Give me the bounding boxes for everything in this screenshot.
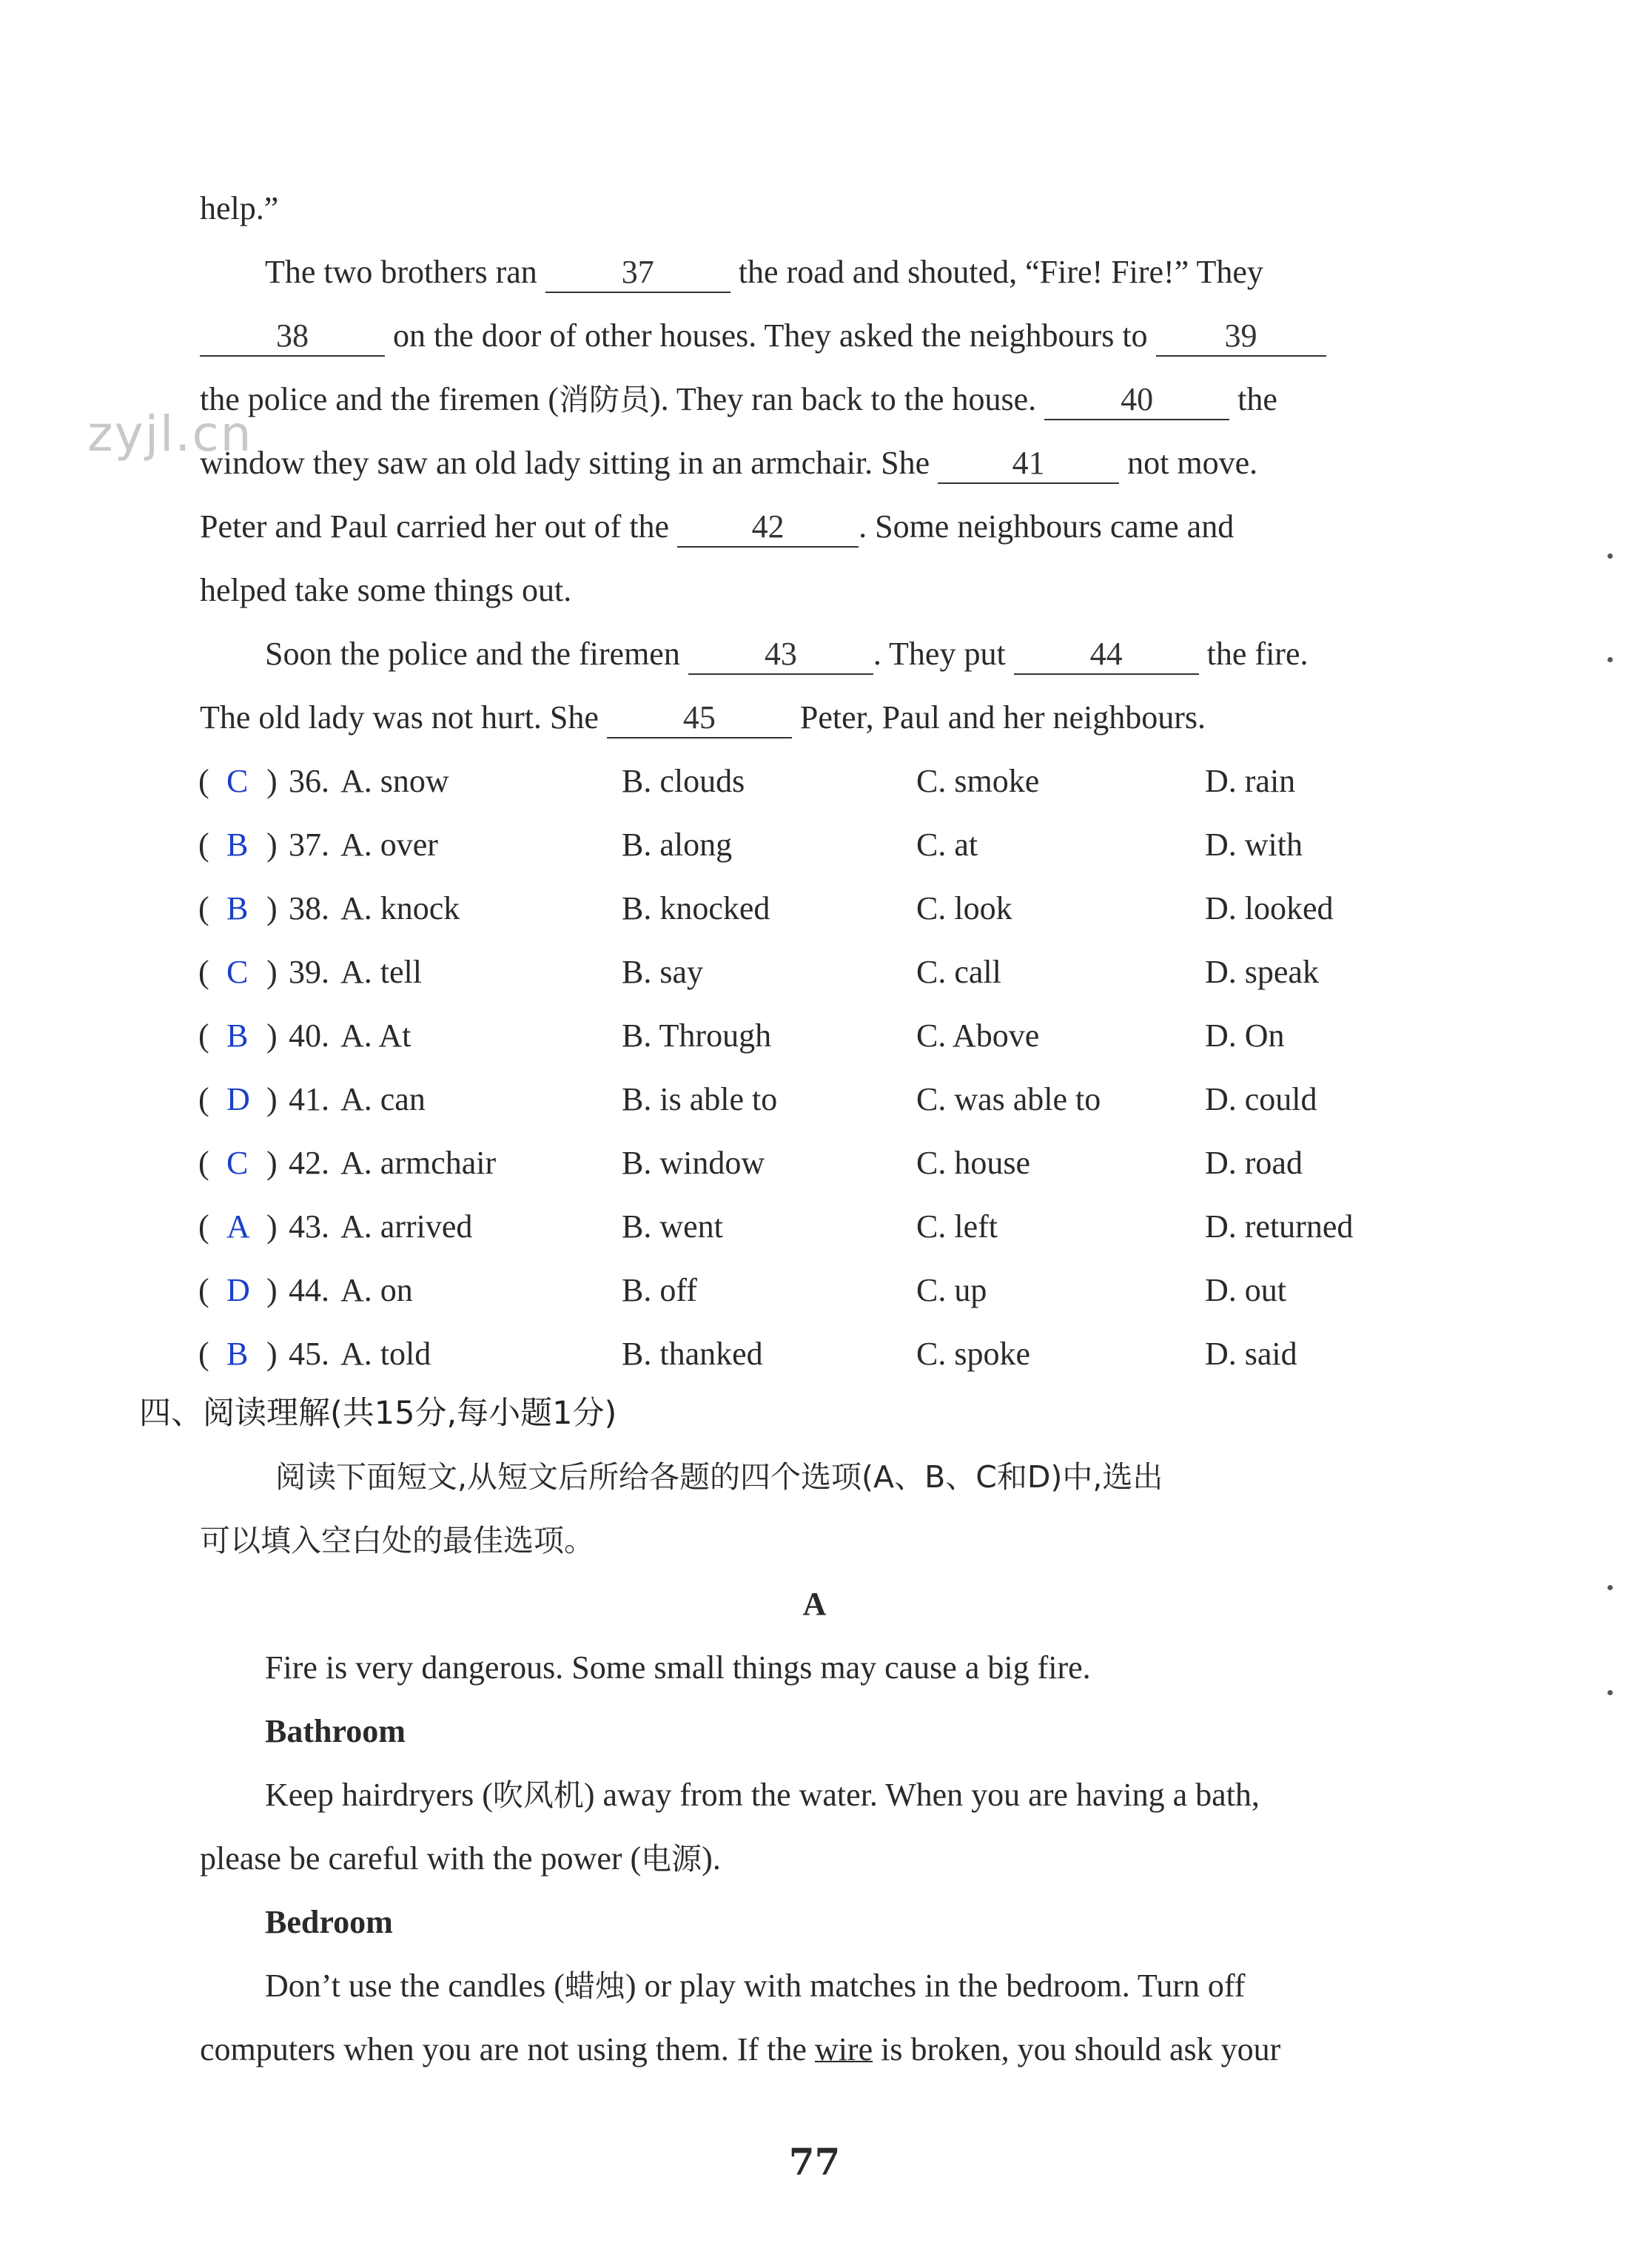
answer-letter: D (226, 1272, 250, 1308)
instruction-line-2: 可以填入空白处的最佳选项。 (200, 1523, 594, 1558)
option-c: C. call (916, 954, 1001, 990)
passage-line-2: 38 on the door of other houses. They asked the neighbours to 39 (200, 314, 1326, 358)
bracket-open: ( (198, 890, 209, 926)
subheading-bathroom: Bathroom (265, 1713, 406, 1749)
underlined-word-wire: wire (814, 2031, 873, 2067)
question-number: 38. (289, 890, 329, 926)
answer-letter: B (226, 890, 249, 926)
option-c: C. spoke (916, 1336, 1030, 1372)
answer-letter: C (226, 1145, 249, 1181)
option-b: B. say (622, 954, 703, 990)
margin-dot (1608, 657, 1613, 662)
option-a: A. told (340, 1336, 431, 1372)
option-c: C. house (916, 1145, 1030, 1181)
question-row (198, 1332, 1457, 1376)
question-row (198, 1077, 1457, 1122)
part-title: A (802, 1586, 827, 1622)
option-c: C. at (916, 827, 978, 863)
option-c: C. was able to (916, 1081, 1101, 1117)
bracket-close: ) (266, 763, 278, 799)
option-a: A. tell (340, 954, 422, 990)
page-number: 77 (788, 2140, 841, 2184)
blank-42: 42 (677, 508, 859, 548)
bracket-close: ) (266, 1145, 278, 1181)
section-heading: 四、阅读理解(共15分,每小题1分) (139, 1395, 617, 1432)
option-d: D. speak (1205, 954, 1319, 990)
answer-letter: B (226, 827, 249, 863)
question-number: 40. (289, 1017, 329, 1054)
option-d: D. rain (1205, 763, 1296, 799)
question-row (198, 950, 1457, 995)
question-row (198, 1268, 1457, 1313)
blank-38: 38 (200, 317, 385, 357)
option-b: B. clouds (622, 763, 745, 799)
option-c: C. left (916, 1208, 998, 1245)
answer-letter: A (226, 1208, 250, 1245)
answer-letter: C (226, 763, 249, 799)
bracket-close: ) (266, 1272, 278, 1308)
blank-40: 40 (1044, 380, 1229, 420)
option-c: C. up (916, 1272, 987, 1308)
option-d: D. could (1205, 1081, 1317, 1117)
option-b: B. knocked (622, 890, 770, 926)
option-d: D. On (1205, 1017, 1285, 1054)
bracket-open: ( (198, 1145, 209, 1181)
option-a: A. snow (340, 763, 449, 799)
bathroom-line-2: please be careful with the power (电源). (200, 1840, 721, 1877)
answer-letter: D (226, 1081, 250, 1117)
blank-43: 43 (688, 635, 873, 675)
bracket-open: ( (198, 1017, 209, 1054)
bracket-open: ( (198, 1272, 209, 1308)
blank-37: 37 (545, 253, 730, 293)
question-number: 45. (289, 1336, 329, 1372)
bathroom-line-1: Keep hairdryers (吹风机) away from the water. When you are having a bath, (265, 1777, 1260, 1813)
question-row (198, 1205, 1457, 1249)
option-b: B. Through (622, 1017, 772, 1054)
question-row (198, 823, 1457, 867)
question-row (198, 886, 1457, 931)
passage-line-4: window they saw an old lady sitting in an armchair. She 41 not move. (200, 441, 1257, 485)
passage-line-3: the police and the firemen (消防员). They ran back to the house. 40 the (200, 377, 1277, 422)
question-number: 39. (289, 954, 329, 990)
question-row (198, 759, 1457, 804)
bracket-close: ) (266, 1081, 278, 1117)
blank-39: 39 (1156, 317, 1326, 357)
answer-letter: B (226, 1017, 249, 1054)
bracket-open: ( (198, 1208, 209, 1245)
passage-line-0: help.” (200, 190, 279, 226)
question-number: 41. (289, 1081, 329, 1117)
margin-dot (1608, 1585, 1613, 1590)
bracket-close: ) (266, 1336, 278, 1372)
blank-45: 45 (607, 699, 792, 738)
option-b: B. off (622, 1272, 697, 1308)
option-b: B. along (622, 827, 733, 863)
option-d: D. looked (1205, 890, 1334, 926)
bracket-close: ) (266, 1208, 278, 1245)
bracket-open: ( (198, 1081, 209, 1117)
bedroom-line-2: computers when you are not using them. If the wire is broken, you should ask your (200, 2031, 1281, 2067)
bracket-close: ) (266, 827, 278, 863)
article-intro: Fire is very dangerous. Some small things may cause a big fire. (265, 1649, 1091, 1686)
option-a: A. At (340, 1017, 412, 1054)
question-row (198, 1014, 1457, 1058)
answer-letter: B (226, 1336, 249, 1372)
passage-line-8: The old lady was not hurt. She 45 Peter, Paul and her neighbours. (200, 696, 1206, 740)
option-c: C. smoke (916, 763, 1040, 799)
option-b: B. is able to (622, 1081, 778, 1117)
option-a: A. over (340, 827, 438, 863)
option-d: D. with (1205, 827, 1303, 863)
option-c: C. look (916, 890, 1012, 926)
option-d: D. returned (1205, 1208, 1354, 1245)
question-number: 37. (289, 827, 329, 863)
option-b: B. thanked (622, 1336, 763, 1372)
question-row (198, 1141, 1457, 1185)
option-b: B. went (622, 1208, 723, 1245)
blank-44: 44 (1014, 635, 1199, 675)
option-a: A. arrived (340, 1208, 473, 1245)
passage-line-1: The two brothers ran 37 the road and shouted, “Fire! Fire!” They (265, 250, 1263, 295)
question-number: 43. (289, 1208, 329, 1245)
instruction-line-1: 阅读下面短文,从短文后所给各题的四个选项(A、B、C和D)中,选出 (275, 1459, 1163, 1495)
passage-line-7: Soon the police and the firemen 43 . They put 44 the fire. (265, 632, 1308, 676)
option-b: B. window (622, 1145, 765, 1181)
margin-dot (1608, 553, 1613, 559)
option-a: A. armchair (340, 1145, 497, 1181)
bracket-close: ) (266, 1017, 278, 1054)
option-a: A. knock (340, 890, 460, 926)
question-number: 42. (289, 1145, 329, 1181)
option-a: A. can (340, 1081, 426, 1117)
answer-letter: C (226, 954, 249, 990)
passage-line-5: Peter and Paul carried her out of the 42 . Some neighbours came and (200, 505, 1234, 549)
passage-line-6: helped take some things out. (200, 572, 572, 608)
option-d: D. road (1205, 1145, 1303, 1181)
bracket-close: ) (266, 890, 278, 926)
bracket-open: ( (198, 827, 209, 863)
subheading-bedroom: Bedroom (265, 1904, 393, 1940)
margin-dot (1608, 1690, 1613, 1695)
watermark: zyjl.cn (87, 406, 253, 462)
blank-41: 41 (938, 444, 1119, 484)
question-number: 36. (289, 763, 329, 799)
bracket-close: ) (266, 954, 278, 990)
option-c: C. Above (916, 1017, 1040, 1054)
option-d: D. said (1205, 1336, 1297, 1372)
question-number: 44. (289, 1272, 329, 1308)
bracket-open: ( (198, 954, 209, 990)
option-d: D. out (1205, 1272, 1286, 1308)
bedroom-line-1: Don’t use the candles (蜡烛) or play with matches in the bedroom. Turn off (265, 1968, 1246, 2004)
bracket-open: ( (198, 763, 209, 799)
bracket-open: ( (198, 1336, 209, 1372)
option-a: A. on (340, 1272, 413, 1308)
